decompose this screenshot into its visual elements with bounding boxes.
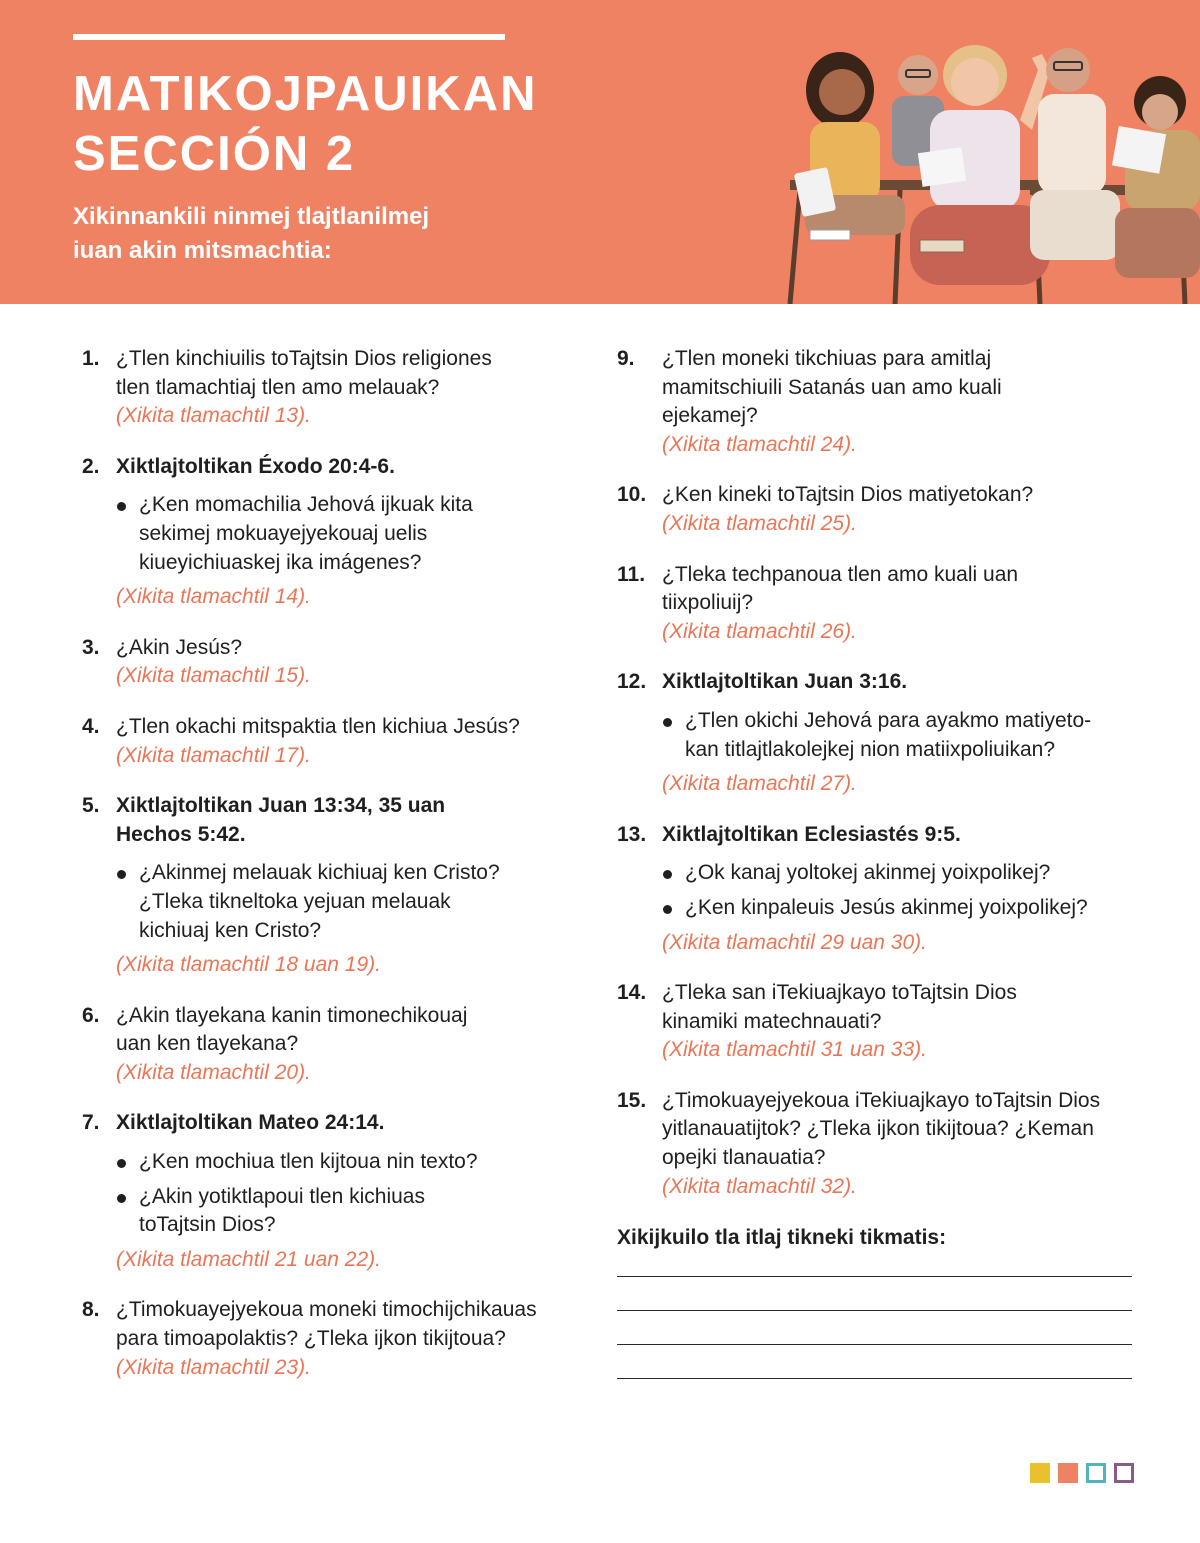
reference-text: (Xikita tlamachtil 23). [116,1355,311,1379]
header-rule [73,34,505,40]
question-item [82,1296,582,1382]
question-line: Xiktlajtoltikan Éxodo 20:4-6. [116,454,395,478]
title-line-2: SECCIÓN 2 [73,127,356,181]
question-text [662,1087,1137,1173]
bullet-item [116,491,582,577]
bullet-icon [663,718,672,727]
bullet-line: sekimej mokuayejyekouaj uelis [139,521,428,545]
question-text [662,979,1137,1036]
question-line: Xiktlajtoltikan Juan 13:34, 35 uan [116,794,446,818]
question-number: 4. [82,714,100,738]
question-text [116,713,582,742]
bullet-list [116,859,582,945]
question-line: opejki tlanauatia? [662,1146,826,1170]
notes-label: Xikijkuilo tla itlaj tikneki tikmatis: [617,1226,947,1250]
bullet-line: ¿Ken momachilia Jehová ijkuak kita [139,493,473,517]
bullet-line: ¿Ken mochiua tlen kijtoua nin texto? [139,1150,478,1174]
question-item [82,634,582,691]
reference-text: (Xikita tlamachtil 24). [662,432,857,456]
question-item [617,668,1137,798]
reference-text: (Xikita tlamachtil 20). [116,1060,311,1084]
bullet-list [662,707,1137,764]
question-item [82,713,582,770]
note-line[interactable] [617,1310,1132,1311]
purple-outline-square-icon [1114,1463,1134,1483]
bullet-line: ¿Tlen okichi Jehová para ayakmo matiyeto- [685,708,1092,732]
question-line: tlen tlamachtiaj tlen amo melauak? [116,375,440,399]
page-subtitle [73,200,593,268]
bullet-item [116,859,582,945]
bullet-list [116,1148,582,1240]
bullet-icon [117,1194,126,1203]
question-number: 1. [82,347,100,370]
question-item [617,821,1137,957]
question-text [662,821,1137,850]
bullet-line: ¿Akin yotiktlapoui tlen kichiuas [139,1184,425,1208]
question-item [82,1002,582,1088]
question-number: 8. [82,1298,100,1322]
question-item [617,481,1137,538]
question-number: 14. [617,981,647,1005]
coral-square-icon [1058,1463,1078,1483]
question-text [662,345,1137,431]
page-header [0,0,1200,304]
bullet-icon [117,1159,126,1168]
question-line: ¿Akin Jesús? [116,635,243,659]
bullet-icon [663,870,672,879]
subtitle-line-2: iuan akin mitsmachtia: [73,237,332,264]
bullet-item [116,1183,582,1240]
question-text [116,1296,582,1353]
question-text [116,792,582,849]
notes-section [617,1223,1137,1379]
question-item [617,1087,1137,1201]
question-line: ¿Tlen moneki tikchiuas para amitlaj [662,347,992,370]
reference-text: (Xikita tlamachtil 18 uan 19). [116,953,381,977]
question-text [662,668,1137,697]
question-line: Xiktlajtoltikan Juan 3:16. [662,670,908,694]
bullet-line: toTajtsin Dios? [139,1213,276,1237]
question-item [82,1109,582,1274]
question-text [662,561,1137,618]
people-seated-illustration [770,30,1200,304]
bullet-line: ¿Ken kinpaleuis Jesús akinmej yoixpolikej? [685,895,1088,919]
question-line: ejekamej? [662,404,758,428]
question-text [116,453,582,482]
reference-text: (Xikita tlamachtil 31 uan 33). [662,1038,927,1062]
question-item [82,453,582,612]
reference-text: (Xikita tlamachtil 29 uan 30). [662,930,927,954]
question-number: 13. [617,822,647,846]
bullet-line: kichiuaj ken Cristo? [139,918,322,942]
question-line: tiixpoliuij? [662,591,754,615]
reference-text: (Xikita tlamachtil 14). [116,585,311,609]
question-number: 7. [82,1111,100,1135]
reference-text: (Xikita tlamachtil 13). [116,404,311,428]
question-line: ¿Tleka san iTekiuajkayo toTajtsin Dios [662,981,1017,1005]
question-line: ¿Tlen okachi mitspaktia tlen kichiua Jesús? [116,714,520,738]
question-line: Hechos 5:42. [116,822,246,846]
subtitle-line-1: Xikinnankili ninmej tlajtlanilmej [73,203,430,230]
question-line: mamitschiuili Satanás uan amo kuali [662,375,1002,399]
question-line: ¿Ken kineki toTajtsin Dios matiyetokan? [662,483,1034,507]
question-line: para timoapolaktis? ¿Tleka ijkon tikijtoua? [116,1327,506,1351]
bullet-line: kiueyichiuaskej ika imágenes? [139,550,422,574]
note-line[interactable] [617,1378,1132,1379]
question-item [82,792,582,980]
question-number: 12. [617,670,647,694]
title-line-1: MATIKOJPAUIKAN [73,67,538,121]
question-line: Xiktlajtoltikan Mateo 24:14. [116,1111,385,1135]
page-title [73,64,593,184]
reference-text: (Xikita tlamachtil 25). [662,511,857,535]
bullet-line: ¿Akinmej melauak kichiuaj ken Cristo? [139,861,500,885]
bullet-item [662,707,1137,764]
bullet-icon [117,870,126,879]
question-number: 2. [82,454,100,478]
reference-text: (Xikita tlamachtil 15). [116,664,311,688]
question-number: 15. [617,1088,647,1112]
question-line: Xiktlajtoltikan Eclesiastés 9:5. [662,822,961,846]
question-number: 9. [617,347,635,370]
bullet-line: kan titlajtlakolejkej nion matiixpoliuikan? [685,737,1056,761]
bullet-item [116,1148,582,1177]
bullet-list [116,491,582,577]
bullet-item [662,894,1137,923]
bullet-line: ¿Ok kanaj yoltokej akinmej yoixpolikej? [685,861,1051,885]
yellow-square-icon [1030,1463,1050,1483]
bullet-icon [117,502,126,511]
question-item [617,979,1137,1065]
bullet-item [662,859,1137,888]
reference-text: (Xikita tlamachtil 26). [662,619,857,643]
question-line: ¿Tleka techpanoua tlen amo kuali uan [662,562,1019,586]
reference-text: (Xikita tlamachtil 27). [662,772,857,796]
question-text [116,1109,582,1138]
question-number: 6. [82,1003,100,1027]
question-line: ¿Timokuayejyekoua moneki timochijchikauas [116,1298,537,1322]
question-line: kinamiki matechnauati? [662,1009,882,1033]
question-line: ¿Akin tlayekana kanin timonechikouaj [116,1003,468,1027]
question-text [116,345,582,402]
reference-text: (Xikita tlamachtil 17). [116,743,311,767]
question-number: 3. [82,635,100,659]
question-line: ¿Tlen kinchiuilis toTajtsin Dios religiones [116,347,492,370]
reference-text: (Xikita tlamachtil 21 uan 22). [116,1247,381,1271]
reference-text: (Xikita tlamachtil 32). [662,1174,857,1198]
questions-right-column [617,345,1137,1379]
question-line: ¿Timokuayejyekoua iTekiuajkayo toTajtsin Dios [662,1088,1101,1112]
question-text [116,634,582,663]
bullet-icon [663,905,672,914]
question-item [82,345,582,431]
bullet-line: ¿Tleka tikneltoka yejuan melauak [139,889,451,913]
question-item [617,345,1137,459]
decorative-squares [1030,1463,1134,1483]
bullet-list [662,859,1137,922]
question-text [116,1002,582,1059]
question-number: 10. [617,483,647,507]
note-line[interactable] [617,1344,1132,1345]
question-text [662,481,1137,510]
questions-left-column [82,345,582,1404]
question-item [617,561,1137,647]
question-number: 5. [82,794,100,818]
question-number: 11. [617,562,646,586]
note-line[interactable] [617,1276,1132,1277]
question-line: yitlanauatijtok? ¿Tleka ijkon tikijtoua? ¿Keman [662,1117,1094,1141]
question-line: uan ken tlayekana? [116,1032,299,1056]
teal-outline-square-icon [1086,1463,1106,1483]
